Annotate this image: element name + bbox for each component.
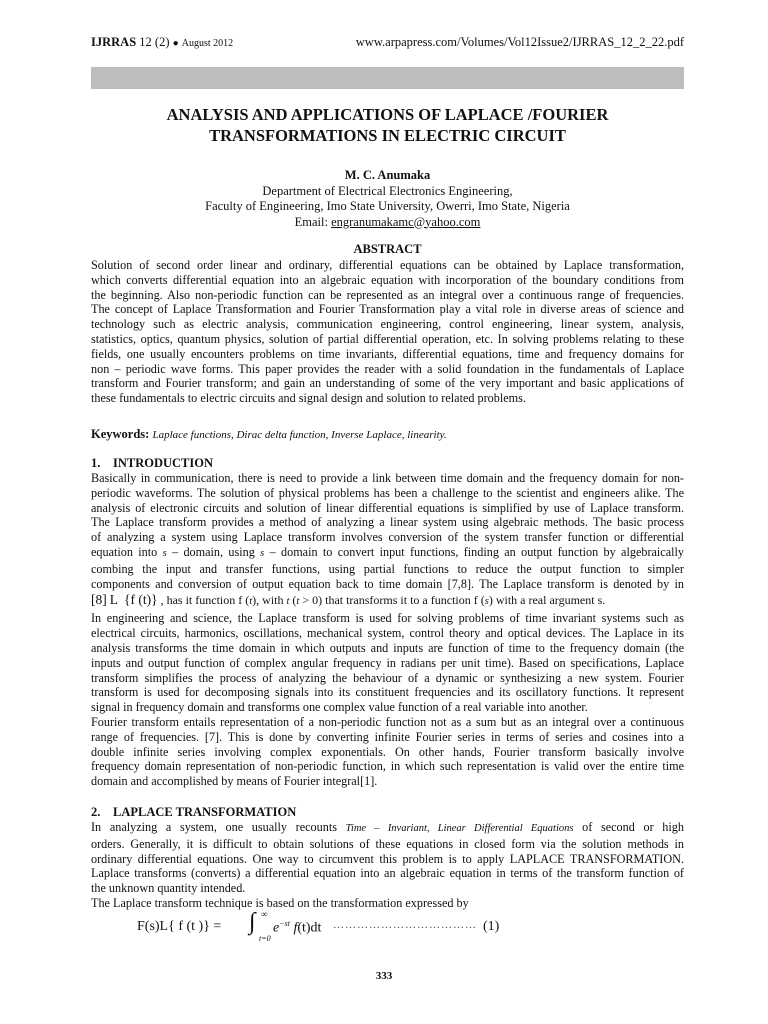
section-heading-laplace	[91, 805, 296, 820]
body-line: Laplace transforms (converts) a differential equation into an algebraic equation in terms of the transform function of	[91, 866, 684, 881]
laplace-operator: L	[109, 592, 118, 608]
equation-number: (1)	[483, 919, 500, 934]
abstract-heading: ABSTRACT	[353, 242, 422, 256]
body-line: The Laplace transform provides a method of analyzing a linear system using algebraic methods. The basic process	[91, 515, 684, 530]
abstract-line: technology such as electric analysis, communication engineering, control engineering, linear system, analysis,	[91, 317, 684, 332]
body-line: inputs and output function of complex angular frequency in radians per unit time). Based on specifications, Laplace	[91, 655, 684, 670]
body-line: In engineering and science, the Laplace transform is used for solving problems of time invariant systems such as	[91, 611, 684, 626]
laplace-argument: {f (t)}	[124, 592, 158, 608]
body-line: analysis of electronic circuits and solution of linear differential equations is simplified by use of Laplace transform.	[91, 500, 684, 515]
text-run: equation into	[91, 544, 163, 559]
text-run: ), with	[252, 593, 287, 608]
integrand-rest: (t)dt	[297, 920, 322, 936]
body-line-laplace-notation	[91, 591, 684, 611]
body-line: electrical circuits, harmonics, oscillations, mechanical system, control theory and optical devices. The Laplace in its	[91, 626, 684, 641]
body-line: signal in frequency domain and transforms one complex value function of a real variable into another.	[91, 700, 588, 715]
page-number: 333	[375, 970, 393, 982]
author-email-line	[91, 215, 684, 231]
exponential-base: e	[273, 920, 280, 936]
section-number: 2.	[91, 805, 101, 819]
paper-title	[91, 104, 684, 146]
abstract-line: these fundamentals to electric circuits and signal design and solution to related problems.	[91, 391, 526, 406]
text-run: – domain to convert input functions, finding an output function by algebraically	[264, 544, 684, 559]
header-rule-bar	[91, 67, 684, 89]
email-link[interactable]: engranumakamc@yahoo.com	[331, 214, 481, 229]
text-run: > 0) that transforms it to a function f (	[299, 593, 485, 608]
author-faculty: Faculty of Engineering, Imo State University, Owerri, Imo State, Nigeria	[205, 199, 570, 213]
body-line: combing the input and transfer functions, using partial functions to reduce the output function to simpler	[91, 561, 684, 576]
integral-sign: ∫	[249, 909, 256, 935]
italic-variable: s	[162, 547, 167, 559]
journal-name: IJRRAS	[91, 35, 137, 49]
body-line: ordinary differential equations. One way to circumvent this problem is to apply LAPLACE TRANSFORMATION.	[91, 851, 684, 866]
section-number: 1.	[91, 456, 101, 470]
integrand	[273, 919, 321, 937]
article-url[interactable]: www.arpapress.com/Volumes/Vol12Issue2/IJRRAS_12_2_22.pdf	[355, 35, 684, 49]
body-line: of analyzing a system using Laplace transform involves conversion of the system transfer function or differential	[91, 530, 684, 545]
section-title: LAPLACE TRANSFORMATION	[113, 805, 297, 819]
abstract-line: The concept of Laplace Transformation and Fourier Transformation play a vital role in diverse areas of science and	[91, 302, 684, 317]
body-line: frequency domain representation of non-periodic function, in which such representation is valid over the entire time	[91, 759, 684, 774]
body-line-s-domain	[91, 545, 684, 562]
abstract-line: statistics, optics, quantum physics, solution of partial differential operation, etc. In solving problems relating to these	[91, 331, 684, 346]
journal-citation	[91, 35, 233, 50]
author-department: Department of Electrical Electronics Engineering,	[262, 183, 513, 198]
body-line: domain and accomplished by means of Fourier integral[1].	[91, 774, 378, 789]
title-line: TRANSFORMATIONS IN ELECTRIC CIRCUIT	[209, 126, 566, 145]
abstract-line: Solution of second order linear and ordinary, differential equations can be obtained by Laplace transformation,	[91, 258, 684, 272]
body-line: transform simplifies the process of analyzing the behaviour of a dynamic or synthesizing a new system. Fourier	[91, 670, 684, 685]
abstract-body	[91, 258, 684, 406]
keywords-list: Laplace functions, Dirac delta function, Inverse Laplace, linearity.	[152, 429, 447, 441]
function-f: f	[293, 920, 298, 936]
title-line: ANALYSIS AND APPLICATIONS OF LAPLACE /FOURIER	[166, 105, 609, 124]
laplace-section-body	[91, 820, 684, 911]
italic-variable: t	[296, 596, 300, 608]
body-line: analysis transforms the time domain in which outputs and inputs are function of time to the frequency domain (the	[91, 640, 684, 655]
keywords-line	[91, 427, 684, 442]
equation-1	[137, 909, 677, 943]
body-line: the unknown quantity intended.	[91, 881, 246, 896]
italic-variable: t	[249, 596, 253, 608]
equation-lhs: F(s)L{ f (t )} =	[137, 919, 222, 934]
italic-variable: t	[286, 596, 290, 608]
body-line: components and conversion of output equation back to time domain [7,8]. The Laplace transform is denoted by in	[91, 576, 684, 591]
body-line: Basically in communication, there is need to provide a link between time domain and the frequency domain for non-	[91, 471, 684, 485]
journal-issue: 12 (2)	[139, 35, 170, 49]
section-heading-introduction	[91, 456, 213, 471]
introduction-body	[91, 471, 684, 789]
abstract-line: transform and Fourier transform; and gain an understanding of some of the very important and basic applications of	[91, 376, 684, 391]
abstract-line: non – periodic wave forms. This paper provides the reader with a solid foundation in the fundamentals of Laplace	[91, 361, 684, 376]
text-run: (	[289, 593, 297, 608]
body-line: transform is used for decomposing signals into its constituent frequencies and its oscillatory functions. It represent	[91, 685, 684, 700]
leader-dots: ………………………………	[333, 919, 477, 931]
body-line: orders. Generally, it is difficult to obtain solutions of these equations in closed form via the solution methods in	[91, 836, 684, 851]
running-header	[91, 35, 684, 53]
body-line: The Laplace transform technique is based on the transformation expressed by	[91, 895, 469, 910]
text-run: , has it function f (	[157, 593, 250, 608]
section-title: INTRODUCTION	[113, 456, 214, 470]
journal-date: August 2012	[181, 38, 234, 49]
text-run: In analyzing a system, one usually recounts	[91, 820, 346, 834]
author-block	[91, 168, 684, 230]
email-label: Email:	[294, 214, 332, 229]
abstract-line: fields, one usually encounters problems on time invariants, differential equations, time and frequency domains for	[91, 346, 684, 361]
integral-upper-limit: ∞	[261, 909, 268, 919]
text-run: ) with a real argument s.	[488, 593, 606, 608]
body-line-italic-terms	[91, 820, 684, 837]
bullet-separator: ●	[172, 38, 179, 49]
exponent: −st	[279, 919, 290, 928]
integral-lower-limit: t=0	[259, 934, 271, 943]
abstract-line: the beginning. Also non-periodic function can be represented as an integral over a continuous range of frequencies.	[91, 287, 684, 302]
body-line: periodic waveforms. The solution of physical problems has been a challenge to the scientist and engineers alike. The	[91, 485, 684, 500]
body-line: Fourier transform entails representation of a non-periodic function not as a sum but as an integral over a continuous	[91, 714, 684, 729]
abstract-line: which converts differential equation into an algebraic equation with incorporation of the boundary conditions from	[91, 272, 684, 287]
italic-variable: s	[484, 596, 489, 608]
text-run: – domain, using	[166, 544, 261, 559]
author-name: M. C. Anumaka	[344, 168, 431, 182]
reference: [8]	[91, 592, 107, 608]
body-line: range of frequencies. [7]. This is done by converting infinite Fourier series in terms of series and cosines into a	[91, 729, 684, 744]
body-line: double infinite series involving complex exponentials. On other hands, Fourier transform basically involve	[91, 744, 684, 759]
text-run: of second or high	[573, 820, 684, 834]
italic-variable: s	[260, 547, 265, 559]
keywords-label: Keywords:	[91, 427, 150, 441]
italic-term: Time – Invariant, Linear Differential Equations	[345, 823, 574, 834]
